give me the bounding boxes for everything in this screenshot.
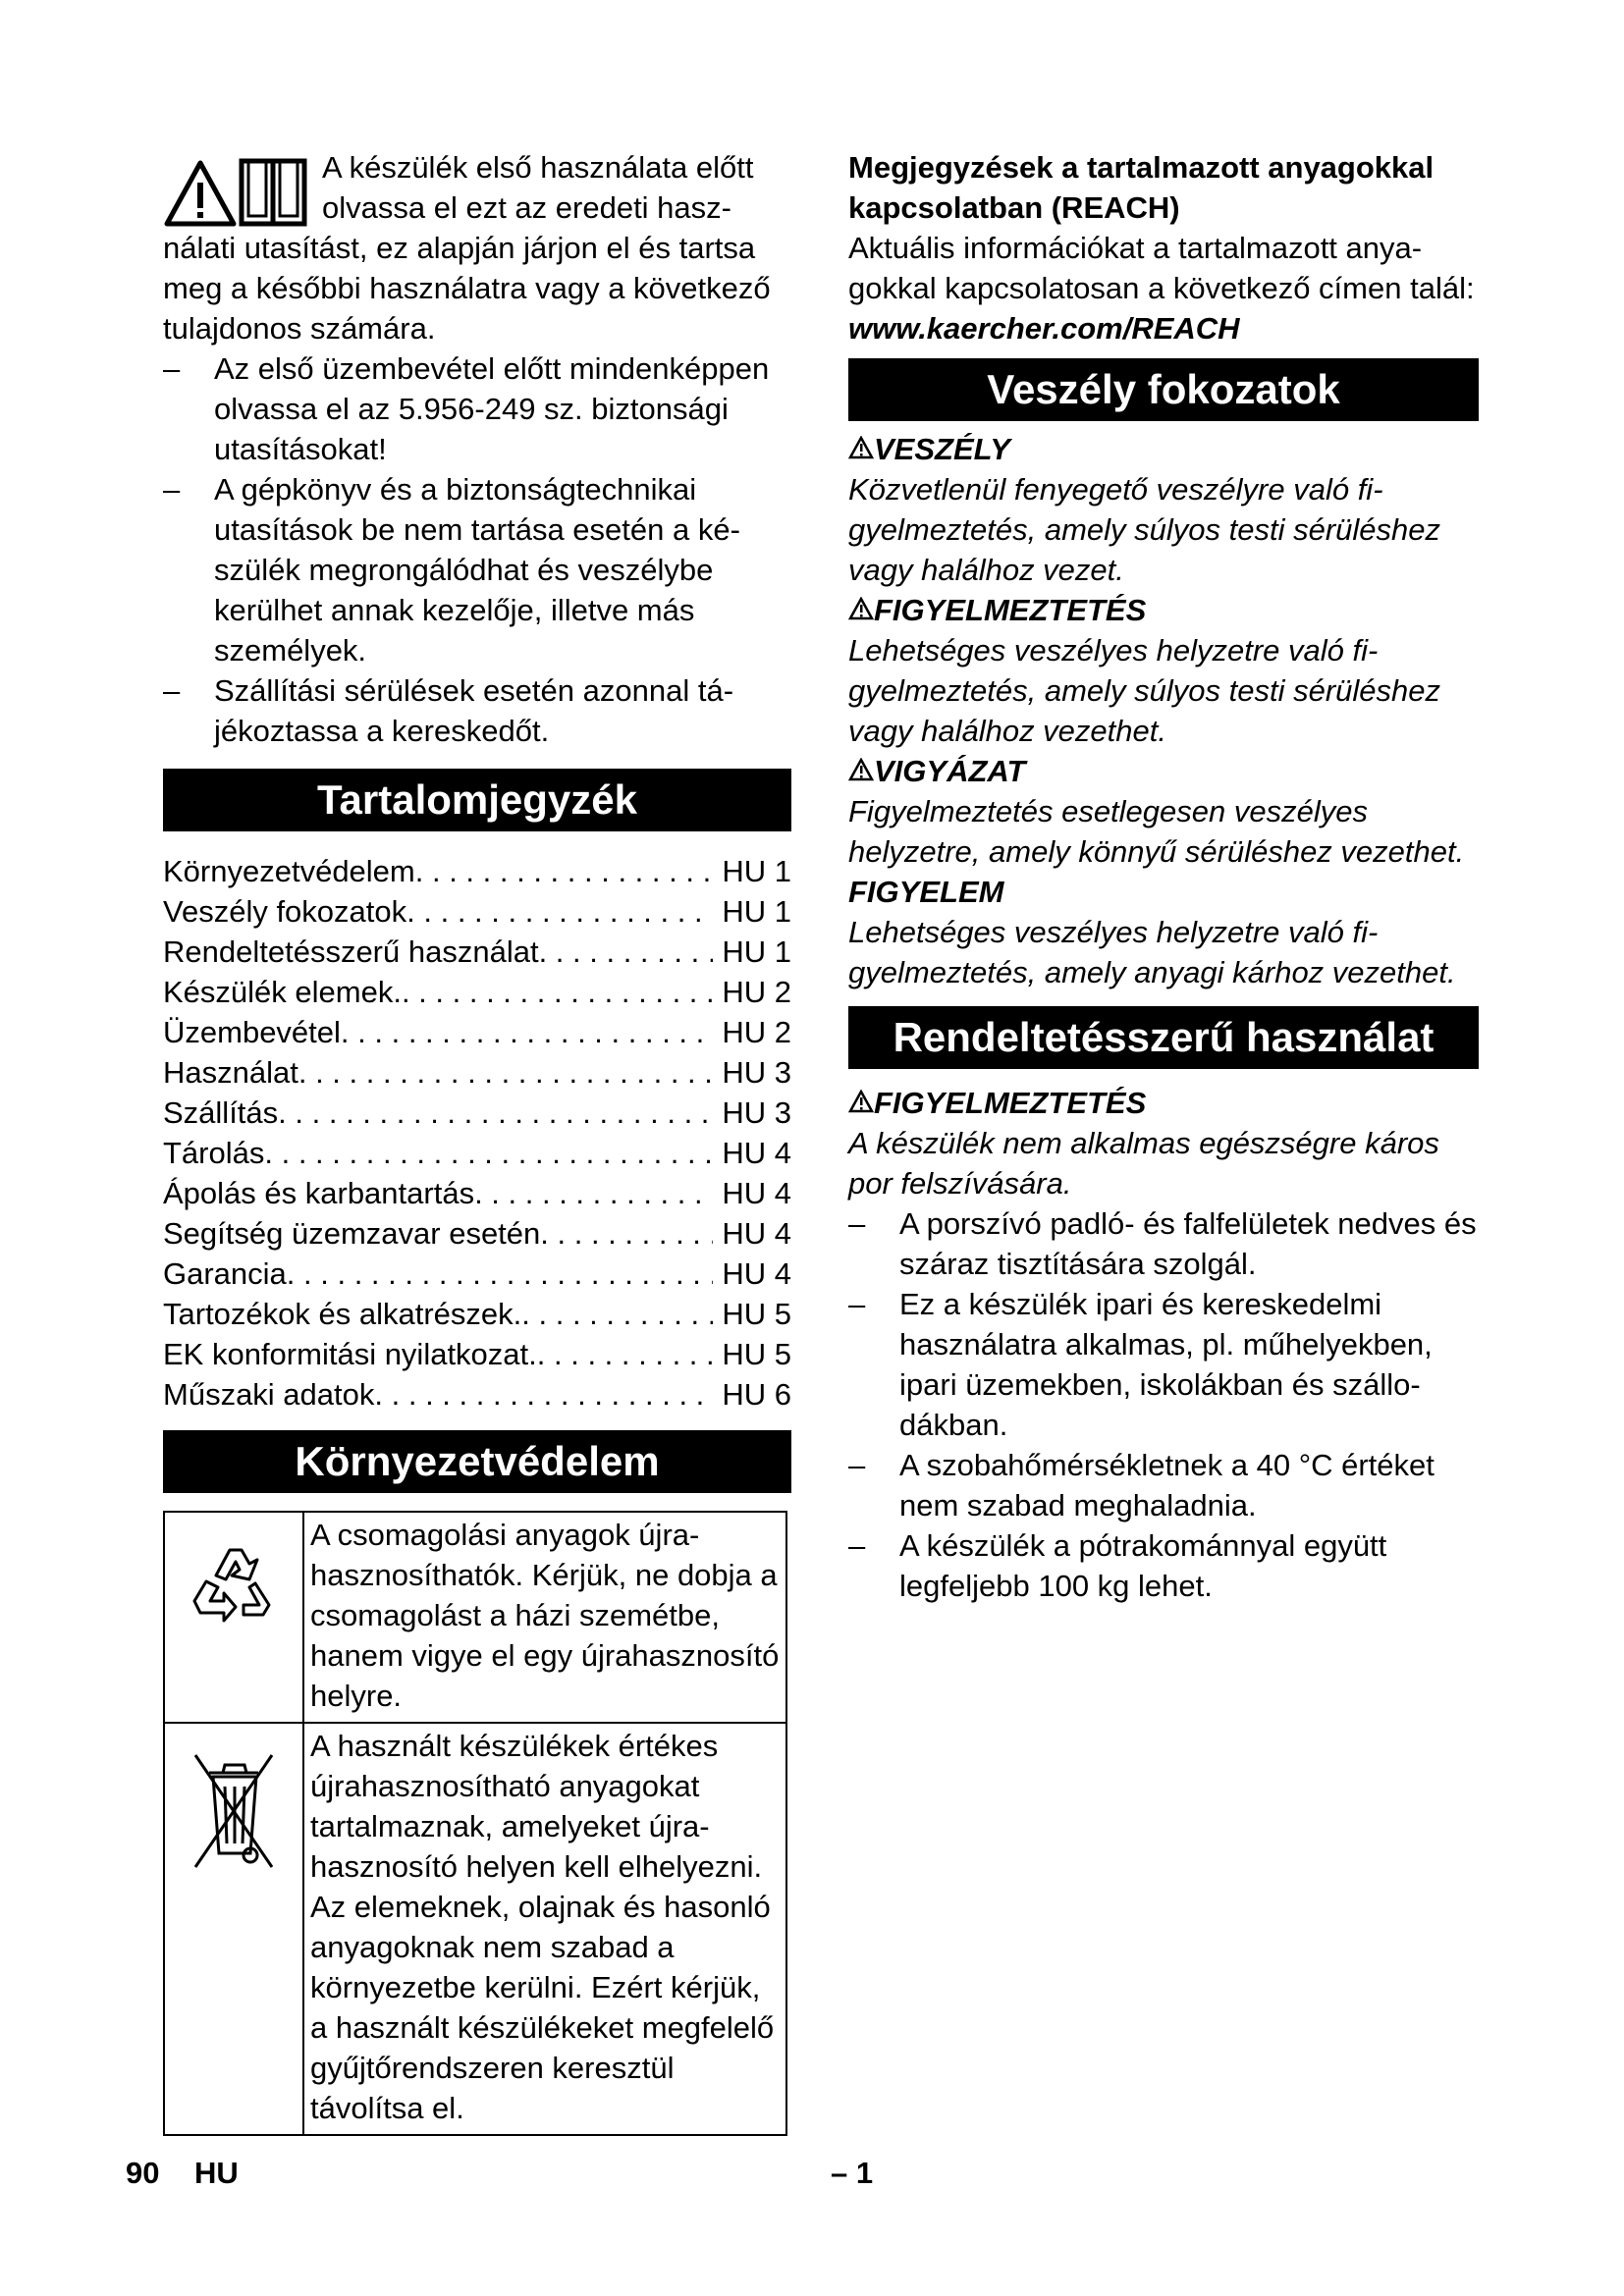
toc-entry[interactable]: Segítség üzemzavar esetén . . . HU 4 <box>163 1213 791 1254</box>
list-item: – Szállítási sérülések esetén azonnal tájékoztassa a kereskedőt. <box>163 673 734 748</box>
hazard-level-caution: VIGYÁZAT <box>848 751 1479 791</box>
reach-text: Aktuális információkat a tartalmazott anyagokkal kapcsolatosan a következő címen talál: <box>848 231 1475 305</box>
warning-triangle-icon <box>167 163 234 224</box>
list-item: – A készülék a pótrakománnyal együtt legfeljebb 100 kg lehet. <box>848 1528 1387 1603</box>
hazard-caution-text: Figyelmeztetés esetlegesen veszélyes helyzetre, amely könnyű sérüléshez vezethet. <box>848 794 1465 869</box>
table-row <box>164 1723 786 2135</box>
crossed-bin-icon <box>189 1747 278 1875</box>
toc-entry[interactable]: Veszély fokozatok . . . HU 1 <box>163 891 791 932</box>
environment-table <box>163 1511 787 2136</box>
environment-devices-text: A használt készülékek értékes újrahasznosítható anyagokat tartalmaznak, amelyeket újrahasznosító helyen kell elhelyezni. Az elemeknek, olajnak és hasonló anyagoknak nem szabad a környezetbe kerülni. Ezért kérjük, a használt készülékeket megfelelő gyűjtőrendszeren keresztül távolítsa el. <box>303 1723 786 2135</box>
hazard-attention-text: Lehetséges veszélyes helyzetre való figyelmeztetés, amely anyagi kárhoz vezethet. <box>848 915 1456 989</box>
toc-entry[interactable]: Műszaki adatok . . . HU 6 <box>163 1374 791 1415</box>
intended-use-warning: FIGYELMEZTETÉS <box>848 1083 1479 1123</box>
environment-packaging-text: A csomagolási anyagok újrahasznosíthatók. Kérjük, ne dobja a csomagolást a házi szemétbe, hanem vigye el egy újrahasznosító helyre. <box>303 1512 786 1723</box>
intro-line-1: A készülék első használata előtt <box>322 150 754 185</box>
intro-text: nálati utasítást, ez alapján járjon el és tartsa meg a későbbi használatra vagy a következő tulajdonos számára. <box>163 231 771 346</box>
list-item: – A gépkönyv és a biztonságtechnikai utasítások be nem tartása esetén a készülék megrongálódhat és veszélybe kerülhet annak kezelője, illetve más személyek. <box>163 472 740 667</box>
toc-entry[interactable]: Üzembevétel . . . HU 2 <box>163 1012 791 1052</box>
intended-use-warning-text: A készülék nem alkalmas egészségre káros por felszívására. <box>848 1126 1439 1201</box>
warning-triangle-icon <box>848 597 874 620</box>
right-column <box>848 147 1479 1606</box>
toc-list <box>163 851 791 1415</box>
intro-line-2: olvassa el ezt az eredeti hasz- <box>322 190 731 225</box>
footer-section-page: – 1 <box>831 2156 874 2190</box>
list-item: – A szobahőmérsékletnek a 40 °C értéket nem szabad meghaladnia. <box>848 1448 1435 1522</box>
table-row <box>164 1512 786 1723</box>
environment-heading: Környezetvédelem <box>163 1430 791 1493</box>
footer-page-number: 90 <box>126 2156 160 2190</box>
toc-entry[interactable]: Rendeltetésszerű használat . . . HU 1 <box>163 932 791 972</box>
left-column <box>163 147 791 2136</box>
toc-entry[interactable]: Tartozékok és alkatrészek. . . . HU 5 <box>163 1294 791 1334</box>
toc-entry[interactable]: Tárolás . . . HU 4 <box>163 1133 791 1173</box>
hazard-level-warning: FIGYELMEZTETÉS <box>848 590 1479 630</box>
hazard-heading: Veszély fokozatok <box>848 358 1479 421</box>
intended-use-section <box>848 1083 1479 1606</box>
hazard-danger-text: Közvetlenül fenyegető veszélyre való figyelmeztetés, amely súlyos testi sérüléshez vagy halálhoz vezet. <box>848 472 1441 587</box>
list-item: – A porszívó padló- és falfelületek nedves és száraz tisztítására szolgál. <box>848 1206 1477 1281</box>
intended-use-heading: Rendeltetésszerű használat <box>848 1006 1479 1069</box>
toc-entry[interactable]: EK konformitási nyilatkozat. . . . HU 5 <box>163 1334 791 1374</box>
toc-entry[interactable]: Szállítás . . . HU 3 <box>163 1093 791 1133</box>
toc-heading: Tartalomjegyzék <box>163 769 791 831</box>
warning-triangle-icon <box>848 1090 874 1113</box>
intro-section <box>163 147 791 348</box>
hazard-level-attention: FIGYELEM <box>848 875 1004 909</box>
list-item: – Ez a készülék ipari és kereskedelmi használatra alkalmas, pl. műhelyekben, ipari üzemekben, iskolákban és szállodákban. <box>848 1287 1433 1442</box>
manual-book-icon <box>242 161 304 224</box>
toc-entry[interactable]: Használat . . . HU 3 <box>163 1052 791 1093</box>
warning-triangle-icon <box>848 758 874 781</box>
toc-entry[interactable]: Garancia . . . HU 4 <box>163 1254 791 1294</box>
warning-read-manual-icon <box>163 155 308 230</box>
warning-triangle-icon <box>848 436 874 459</box>
toc-entry[interactable]: Készülék elemek. . . . HU 2 <box>163 972 791 1012</box>
list-item: – Az első üzembevétel előtt mindenképpen olvassa el az 5.956-249 sz. biztonsági utasításokat! <box>163 351 770 466</box>
hazard-levels <box>848 429 1479 992</box>
hazard-level-danger: VESZÉLY <box>848 429 1479 469</box>
hazard-warning-text: Lehetséges veszélyes helyzetre való figyelmeztetés, amely súlyos testi sérüléshez vagy halálhoz vezethet. <box>848 633 1441 748</box>
recycle-icon <box>185 1536 283 1625</box>
toc-entry[interactable]: Környezetvédelem . . . HU 1 <box>163 851 791 891</box>
footer-language: HU <box>194 2156 239 2190</box>
reach-heading: Megjegyzések a tartalmazott anyagokkal kapcsolatban (REACH) <box>848 150 1435 225</box>
toc-entry[interactable]: Ápolás és karbantartás . . . HU 4 <box>163 1173 791 1213</box>
reach-link[interactable]: www.kaercher.com/REACH <box>848 311 1240 346</box>
intro-bullet-list <box>163 348 791 751</box>
